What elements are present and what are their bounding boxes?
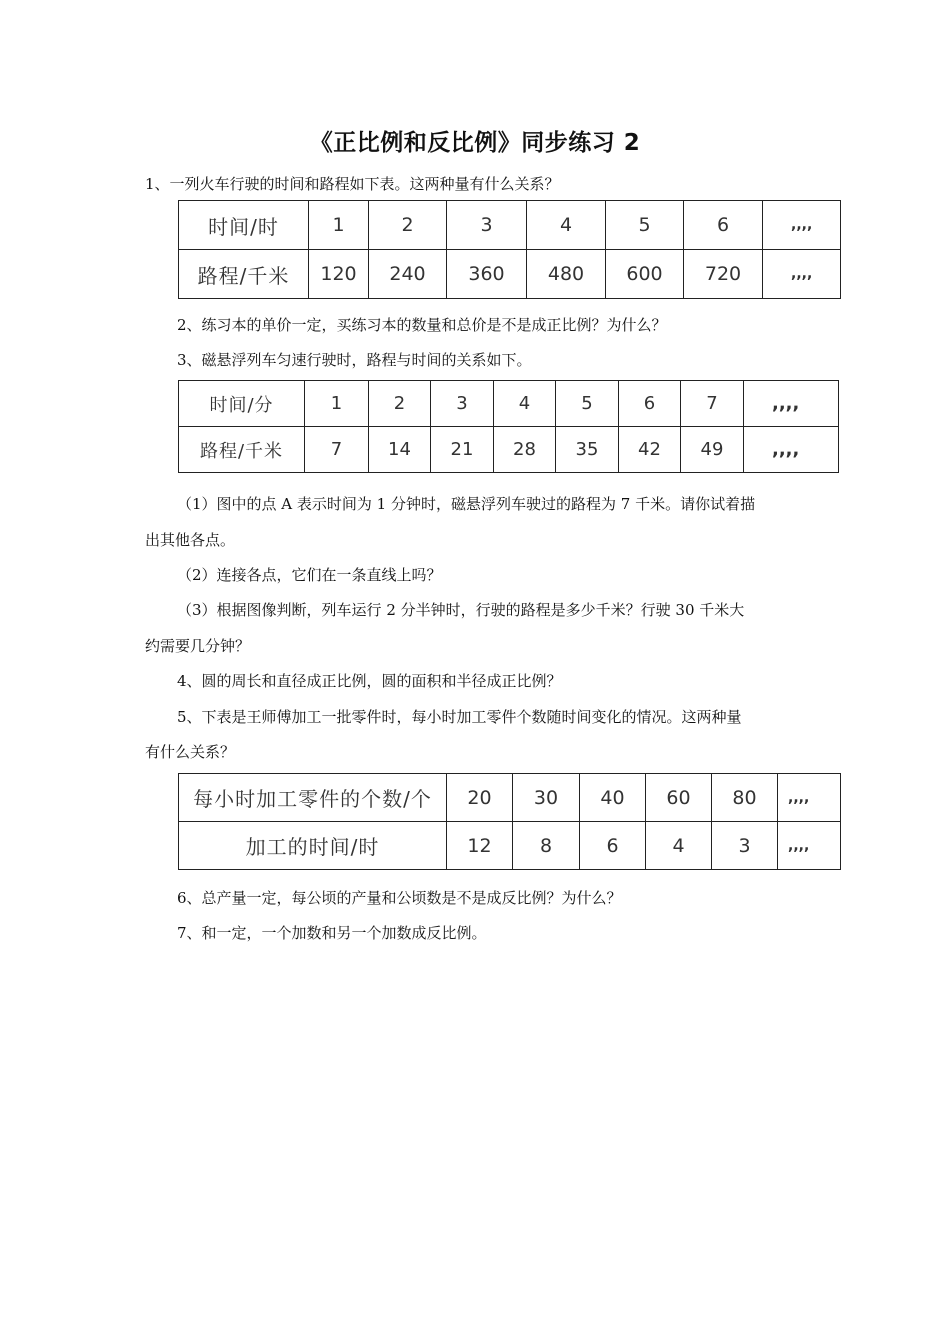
table-cell: 14 [369, 427, 431, 473]
question-3-sub-1-line-1: （1）图中的点 A 表示时间为 1 分钟时，磁悬浮列车驶过的路程为 7 千米。请你试着描 [177, 495, 756, 513]
table-cell: 5 [556, 381, 619, 427]
table-cell: ,,,, [744, 381, 839, 427]
table-cell: 6 [684, 201, 763, 250]
page-title: 《正比例和反比例》同步练习 2 [309, 130, 641, 156]
table-cell: 40 [580, 774, 646, 822]
table-cell: 240 [369, 250, 447, 299]
question-6-text: 6、总产量一定，每公顷的产量和公顷数是不是成反比例？为什么？ [177, 889, 622, 907]
table-row [179, 774, 841, 822]
question-5-text-line-2: 有什么关系？ [145, 743, 236, 761]
question-3-sub-3-line-2: 约需要几分钟？ [145, 637, 251, 655]
table-cell: 3 [431, 381, 494, 427]
question-4-text: 4、圆的周长和直径成正比例，圆的面积和半径成正比例？ [177, 672, 562, 690]
question-5-table [178, 773, 841, 870]
table-cell: 3 [447, 201, 527, 250]
table-row [179, 381, 839, 427]
table-cell: 6 [619, 381, 681, 427]
row-label: 时间/分 [179, 381, 305, 427]
table-cell: 6 [580, 822, 646, 870]
table-row [179, 427, 839, 473]
question-1-text: 1、一列火车行驶的时间和路程如下表。这两种量有什么关系？ [145, 175, 560, 193]
row-label: 加工的时间/时 [179, 822, 447, 870]
row-label: 每小时加工零件的个数/个 [179, 774, 447, 822]
table-cell: 30 [513, 774, 580, 822]
table-cell: 3 [712, 822, 778, 870]
question-5-text-line-1: 5、下表是王师傅加工一批零件时，每小时加工零件个数随时间变化的情况。这两种量 [177, 708, 742, 726]
table-cell: 720 [684, 250, 763, 299]
table-cell: 4 [646, 822, 712, 870]
table-cell: 360 [447, 250, 527, 299]
table-cell: 35 [556, 427, 619, 473]
table-row [179, 822, 841, 870]
table-cell: 1 [309, 201, 369, 250]
table-row [179, 250, 841, 299]
table-row [179, 201, 841, 250]
table-cell: 7 [681, 381, 744, 427]
question-7-text: 7、和一定，一个加数和另一个加数成反比例。 [177, 924, 487, 942]
table-cell: 2 [369, 201, 447, 250]
table-cell: ,,,, [744, 427, 839, 473]
table-cell: 2 [369, 381, 431, 427]
table-cell: ,,,, [763, 250, 841, 299]
row-label: 时间/时 [179, 201, 309, 250]
question-3-sub-2: （2）连接各点，它们在一条直线上吗？ [177, 566, 442, 584]
table-cell: 5 [606, 201, 684, 250]
table-cell: 480 [527, 250, 606, 299]
table-cell: 4 [527, 201, 606, 250]
table-cell: 42 [619, 427, 681, 473]
row-label: 路程/千米 [179, 250, 309, 299]
table-cell: 49 [681, 427, 744, 473]
table-cell: 600 [606, 250, 684, 299]
question-1-table [178, 200, 841, 299]
question-2-text: 2、练习本的单价一定，买练习本的数量和总价是不是成正比例？为什么？ [177, 316, 667, 334]
table-cell: ,,,, [763, 201, 841, 250]
question-3-text: 3、磁悬浮列车匀速行驶时，路程与时间的关系如下。 [177, 351, 532, 369]
table-cell: 20 [447, 774, 513, 822]
table-cell: 120 [309, 250, 369, 299]
table-cell: 80 [712, 774, 778, 822]
question-3-sub-3-line-1: （3）根据图像判断，列车运行 2 分半钟时，行驶的路程是多少千米？行驶 30 千米大 [177, 601, 745, 619]
table-cell: 60 [646, 774, 712, 822]
table-cell: 21 [431, 427, 494, 473]
table-cell: 4 [494, 381, 556, 427]
table-cell: ,,,, [778, 822, 841, 870]
table-cell: 28 [494, 427, 556, 473]
table-cell: 8 [513, 822, 580, 870]
table-cell: 7 [305, 427, 369, 473]
question-3-table [178, 380, 839, 473]
table-cell: 1 [305, 381, 369, 427]
row-label: 路程/千米 [179, 427, 305, 473]
question-3-sub-1-line-2: 出其他各点。 [145, 531, 236, 549]
table-cell: 12 [447, 822, 513, 870]
table-cell: ,,,, [778, 774, 841, 822]
